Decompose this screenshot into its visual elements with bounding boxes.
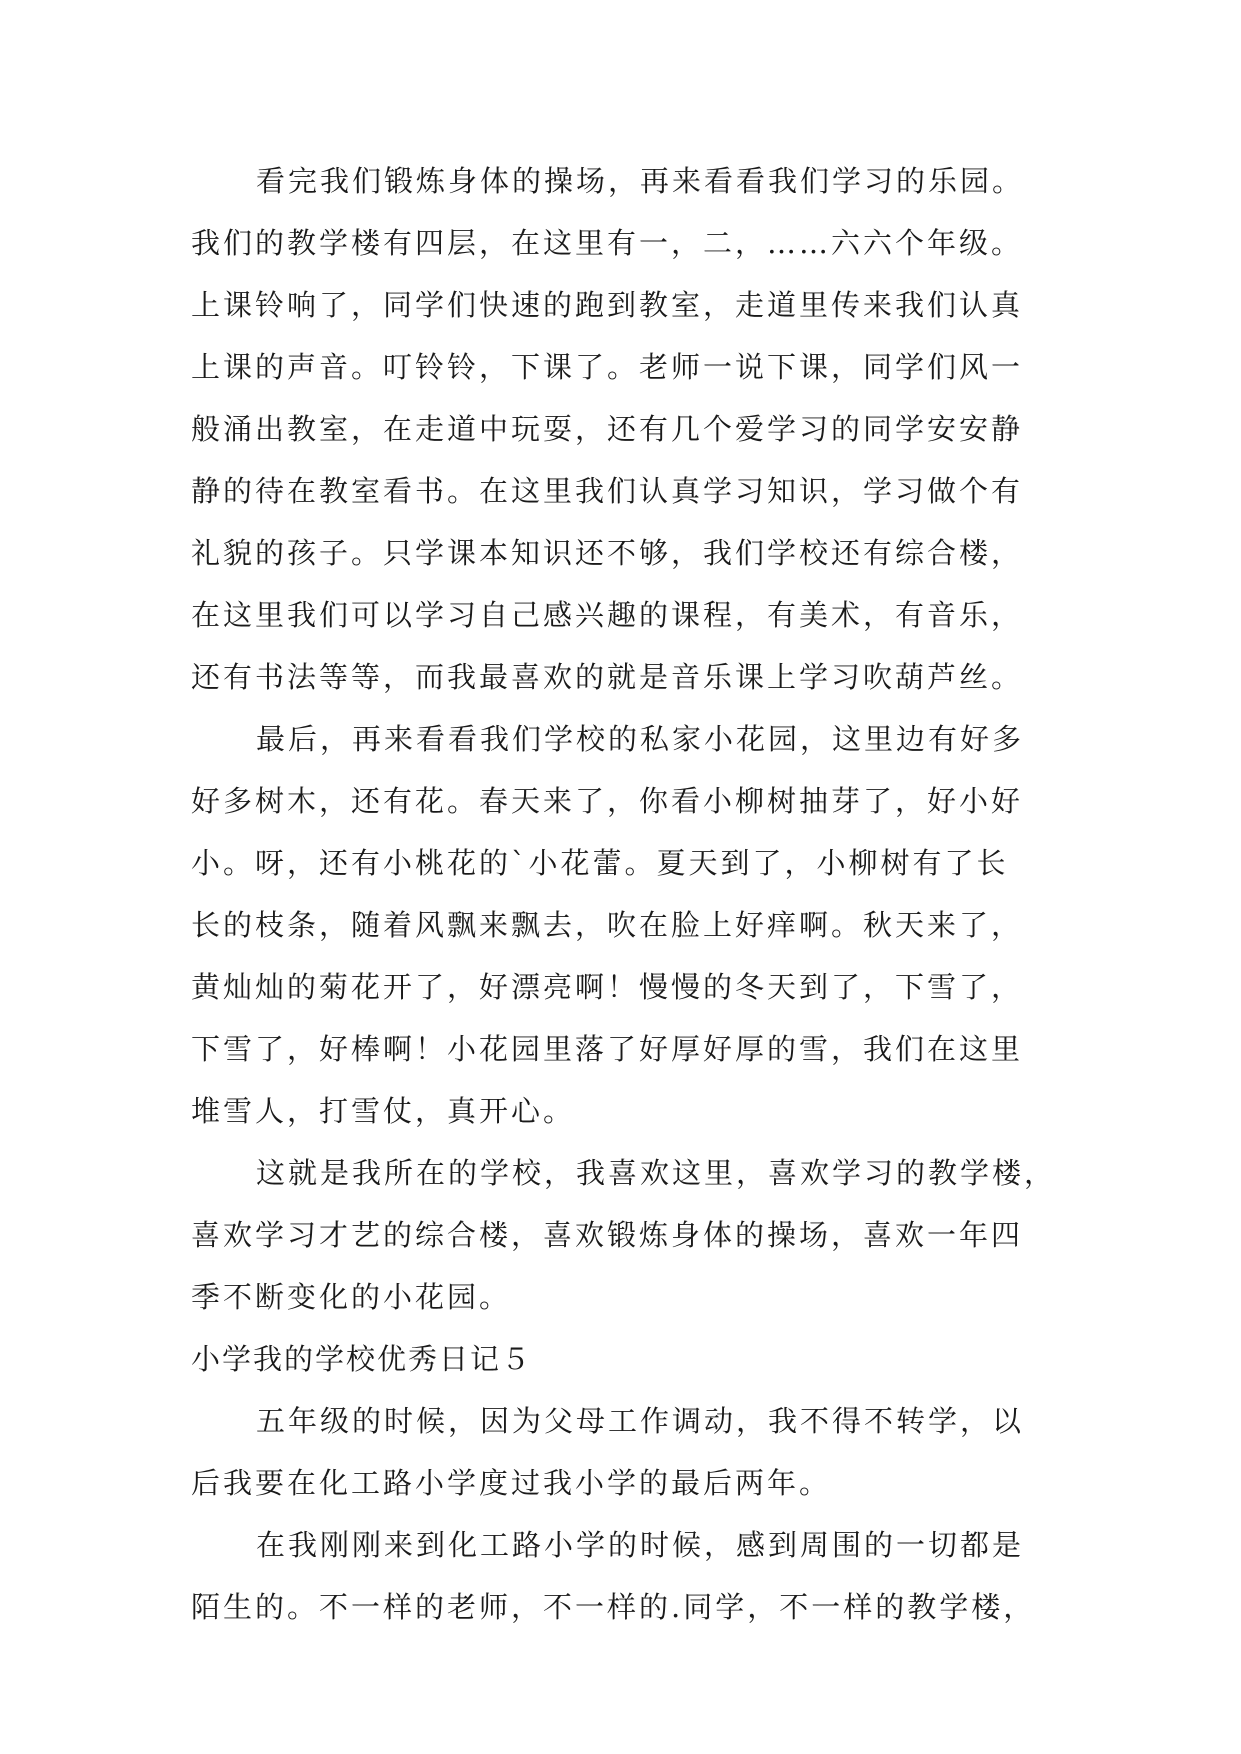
document-body: [191, 150, 1071, 1638]
paragraph-line: 季不断变化的小花园。: [191, 1280, 512, 1314]
paragraph-line: 五年级的时候，因为父母工作调动，我不得不转学，以: [256, 1404, 1025, 1438]
paragraph-line: 最后，再来看看我们学校的私家小花园，这里边有好多: [256, 722, 1025, 756]
paragraph-line: 陌生的。不一样的老师，不一样的.同学，不一样的教学楼，: [191, 1590, 1036, 1624]
paragraph-line: 下雪了，好棒啊！小花园里落了好厚好厚的雪，我们在这里: [191, 1032, 1024, 1066]
paragraph-line: 在我刚刚来到化工路小学的时候，感到周围的一切都是: [256, 1528, 1025, 1562]
paragraph-line: 喜欢学习才艺的综合楼，喜欢锻炼身体的操场，喜欢一年四: [191, 1218, 1024, 1252]
paragraph-line: 黄灿灿的菊花开了，好漂亮啊！慢慢的冬天到了，下雪了，: [191, 970, 1024, 1004]
paragraph-line: 静的待在教室看书。在这里我们认真学习知识，学习做个有: [191, 474, 1024, 508]
paragraph-line: 在这里我们可以学习自己感兴趣的课程，有美术，有音乐，: [191, 598, 1024, 632]
paragraph-line: 看完我们锻炼身体的操场，再来看看我们学习的乐园。: [256, 164, 1025, 198]
paragraph-line: 礼貌的孩子。只学课本知识还不够，我们学校还有综合楼，: [191, 536, 1024, 570]
paragraph-line: 上课铃响了，同学们快速的跑到教室，走道里传来我们认真: [191, 288, 1024, 322]
paragraph-line: 好多树木，还有花。春天来了，你看小柳树抽芽了，好小好: [191, 784, 1024, 818]
paragraph-line: 还有书法等等，而我最喜欢的就是音乐课上学习吹葫芦丝。: [191, 660, 1024, 694]
paragraph-line: 小。呀，还有小桃花的`小花蕾。夏天到了，小柳树有了长: [191, 846, 1009, 880]
paragraph-line: 长的枝条，随着风飘来飘去，吹在脸上好痒啊。秋天来了，: [191, 908, 1024, 942]
paragraph-line: 堆雪人，打雪仗，真开心。: [191, 1094, 576, 1128]
paragraph-line: 我们的教学楼有四层，在这里有一，二，……六六个年级。: [191, 226, 1024, 260]
paragraph-line: 上课的声音。叮铃铃，下课了。老师一说下课，同学们风一: [191, 350, 1024, 384]
paragraph-line: 这就是我所在的学校，我喜欢这里，喜欢学习的教学楼，: [256, 1156, 1057, 1190]
section-heading: 小学我的学校优秀日记５: [191, 1342, 533, 1376]
paragraph-line: 般涌出教室，在走道中玩耍，还有几个爱学习的同学安安静: [191, 412, 1024, 446]
paragraph-line: 后我要在化工路小学度过我小学的最后两年。: [191, 1466, 832, 1500]
